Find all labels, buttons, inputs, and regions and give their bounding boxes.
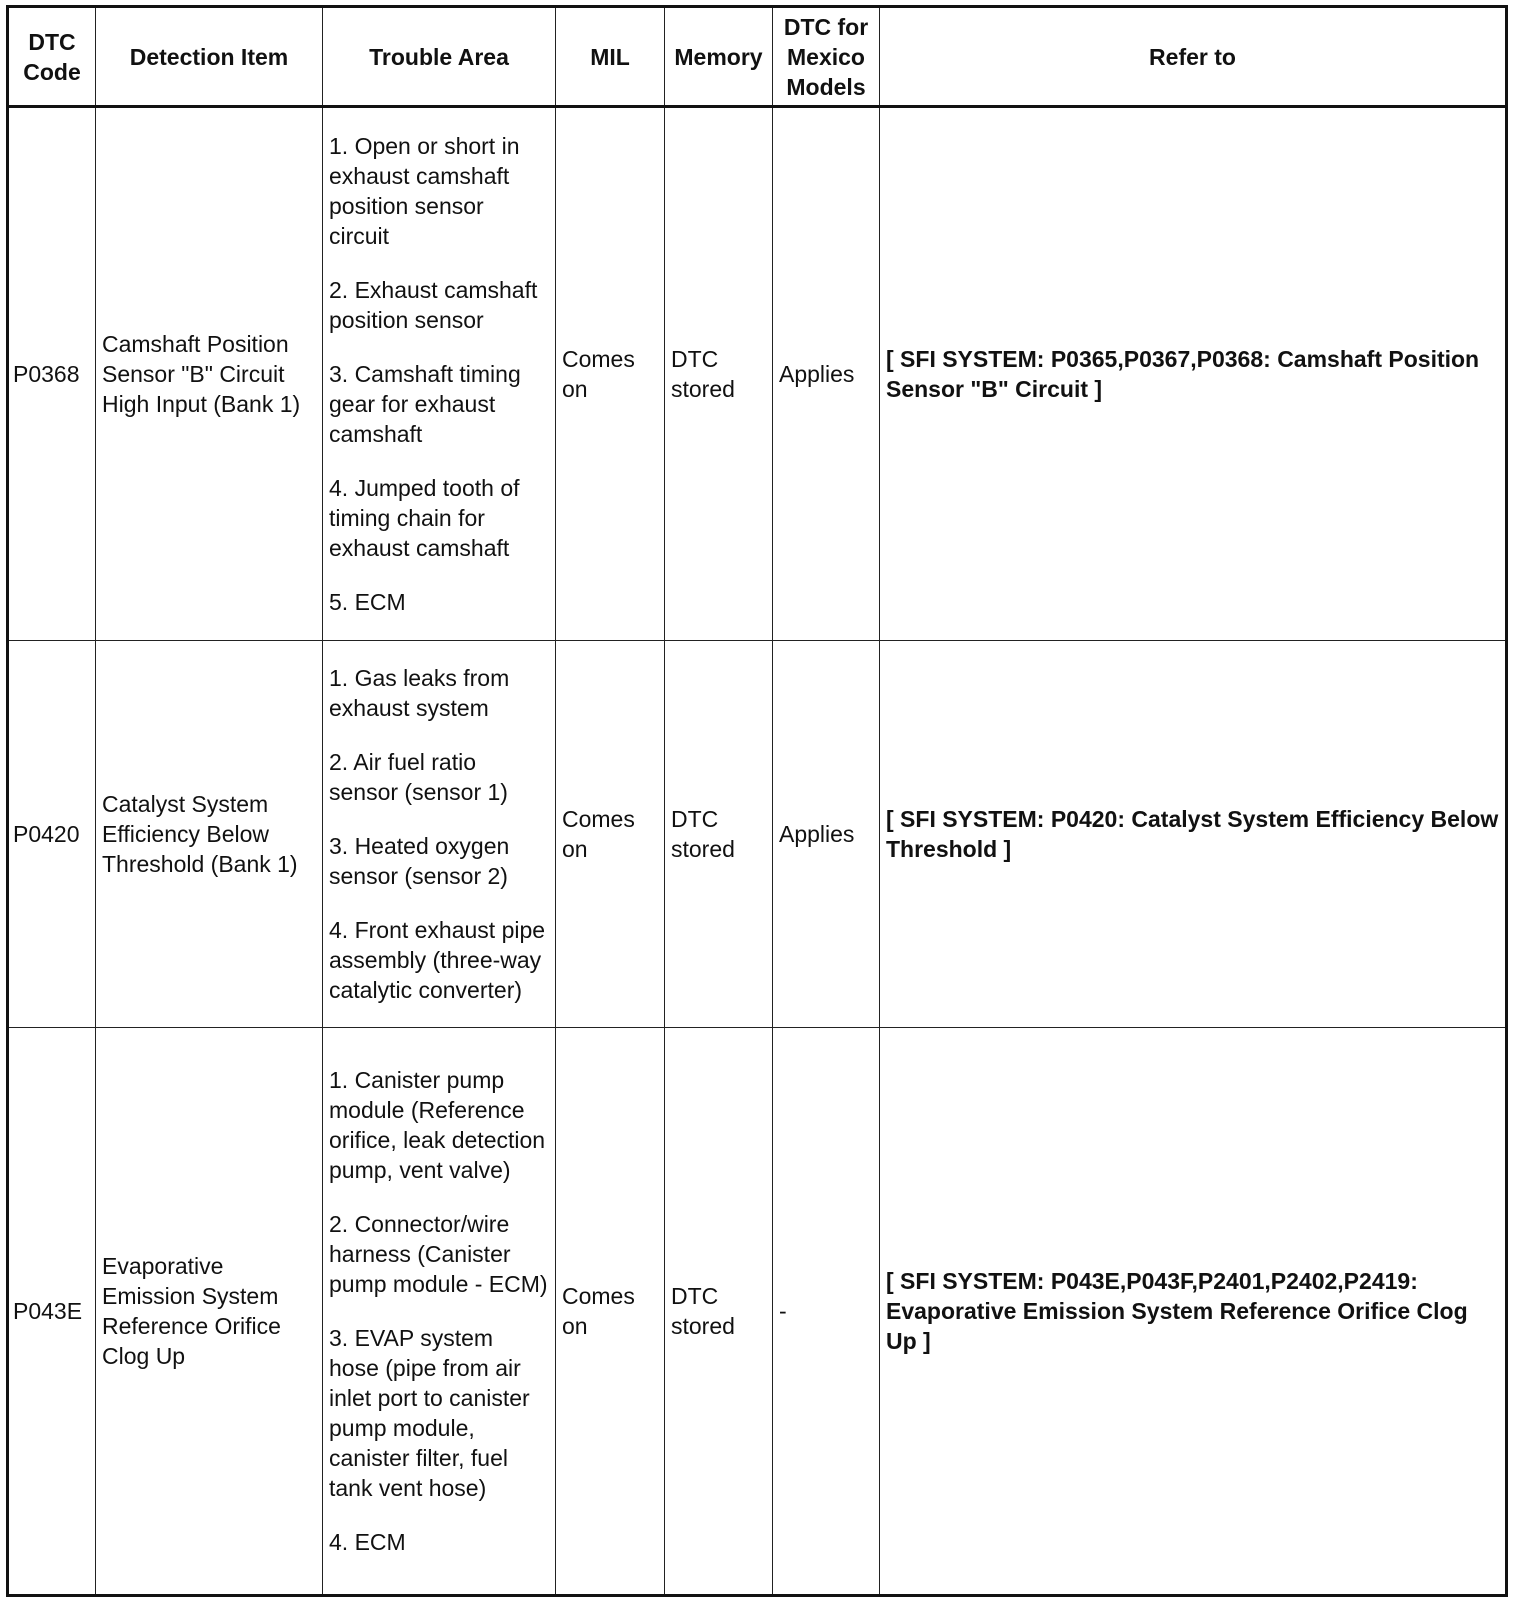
- trouble-area-item: 4. ECM: [329, 1529, 406, 1555]
- header-dtc-mexico: DTC for Mexico Models: [773, 7, 880, 107]
- detection-item: Evaporative Emission System Reference Orifice Clog Up: [96, 1028, 323, 1596]
- header-detection-item: Detection Item: [96, 7, 323, 107]
- mil-status: Comes on: [556, 1028, 665, 1596]
- header-mil: MIL: [556, 7, 665, 107]
- table-row: [8, 107, 1507, 641]
- mexico-applicability: Applies: [773, 641, 880, 1028]
- header-trouble-area: Trouble Area: [323, 7, 556, 107]
- refer-to-link[interactable]: [ SFI SYSTEM: P0365,P0367,P0368: Camshaft Position Sensor "B" Circuit ]: [880, 107, 1507, 641]
- header-memory: Memory: [665, 7, 773, 107]
- dtc-table: [6, 5, 1508, 1597]
- trouble-area-item: 2. Exhaust camshaft position sensor: [329, 277, 538, 333]
- trouble-area-item: 2. Connector/wire harness (Canister pump module - ECM): [329, 1211, 548, 1297]
- header-refer-to: Refer to: [880, 7, 1507, 107]
- trouble-area: [323, 1028, 556, 1596]
- mexico-applicability: -: [773, 1028, 880, 1596]
- header-dtc-code: DTC Code: [8, 7, 96, 107]
- mil-status: Comes on: [556, 107, 665, 641]
- dtc-code: P0368: [8, 107, 96, 641]
- trouble-area-item: 1. Open or short in exhaust camshaft position sensor circuit: [329, 133, 520, 249]
- trouble-area-item: 4. Jumped tooth of timing chain for exhaust camshaft: [329, 475, 520, 561]
- memory-status: DTC stored: [665, 1028, 773, 1596]
- table-row: [8, 641, 1507, 1028]
- trouble-area-item: 3. Camshaft timing gear for exhaust camshaft: [329, 361, 521, 447]
- detection-item: Camshaft Position Sensor "B" Circuit High Input (Bank 1): [96, 107, 323, 641]
- dtc-code: P043E: [8, 1028, 96, 1596]
- header-row: [8, 7, 1507, 107]
- trouble-area: [323, 641, 556, 1028]
- trouble-area-item: 3. Heated oxygen sensor (sensor 2): [329, 833, 510, 889]
- trouble-area-item: 1. Canister pump module (Reference orifice, leak detection pump, vent valve): [329, 1067, 546, 1183]
- detection-item: Catalyst System Efficiency Below Threshold (Bank 1): [96, 641, 323, 1028]
- memory-status: DTC stored: [665, 107, 773, 641]
- refer-to-link[interactable]: [ SFI SYSTEM: P0420: Catalyst System Efficiency Below Threshold ]: [880, 641, 1507, 1028]
- table-row: [8, 1028, 1507, 1596]
- mil-status: Comes on: [556, 641, 665, 1028]
- trouble-area-item: 1. Gas leaks from exhaust system: [329, 665, 510, 721]
- trouble-area-item: 3. EVAP system hose (pipe from air inlet port to canister pump module, canister filter, fuel tank vent hose): [329, 1325, 530, 1501]
- trouble-area: [323, 107, 556, 641]
- trouble-area-item: 5. ECM: [329, 589, 406, 615]
- dtc-code: P0420: [8, 641, 96, 1028]
- mexico-applicability: Applies: [773, 107, 880, 641]
- trouble-area-item: 2. Air fuel ratio sensor (sensor 1): [329, 749, 508, 805]
- trouble-area-item: 4. Front exhaust pipe assembly (three-way catalytic converter): [329, 917, 546, 1003]
- refer-to-link[interactable]: [ SFI SYSTEM: P043E,P043F,P2401,P2402,P2419: Evaporative Emission System Reference Orifice Clog Up ]: [880, 1028, 1507, 1596]
- memory-status: DTC stored: [665, 641, 773, 1028]
